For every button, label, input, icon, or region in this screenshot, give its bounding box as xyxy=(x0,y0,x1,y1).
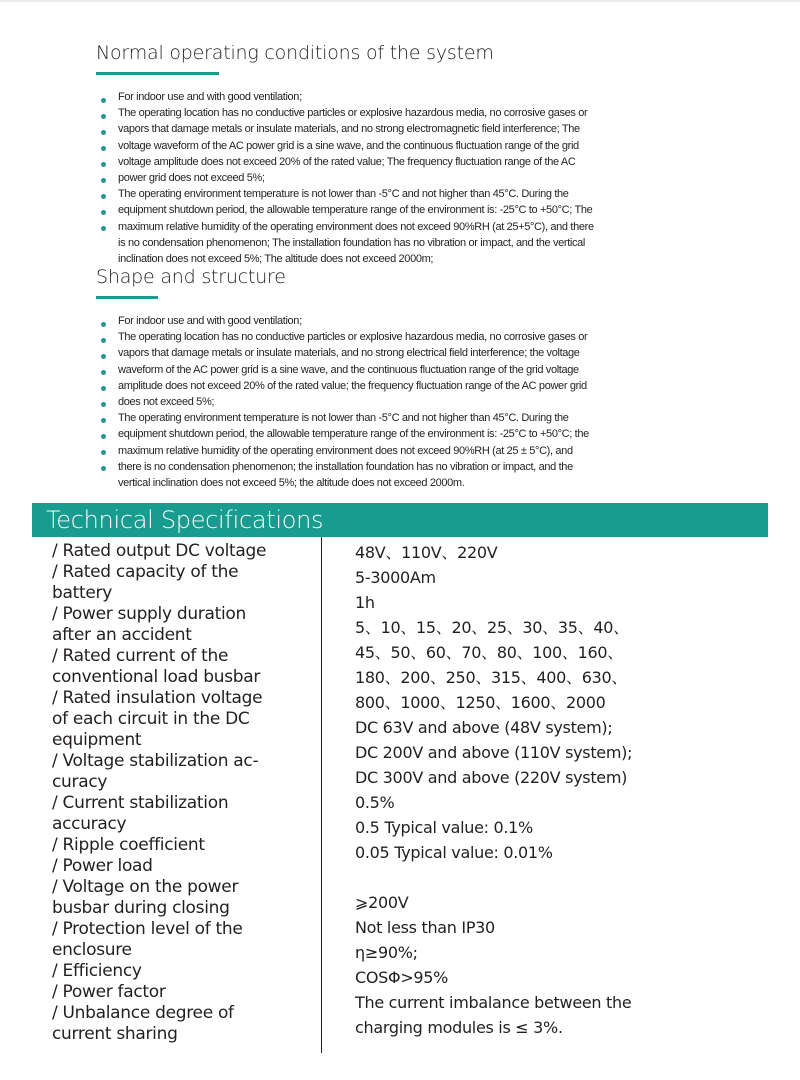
bullet-icon xyxy=(101,130,106,135)
section-body xyxy=(118,89,678,267)
spec-value: 0.5% xyxy=(355,793,395,812)
body-line: there is no condensation phenomenon; the installation foundation has no vibration or impact, and the xyxy=(118,460,573,473)
section-operating-conditions xyxy=(96,41,696,267)
body-line: maximum relative humidity of the operating environment does not exceed 90%RH (at 25+5°C), and there xyxy=(118,220,594,233)
spec-label: / Unbalance degree of xyxy=(52,1003,234,1023)
spec-label: equipment xyxy=(52,730,142,750)
tech-specs-header-bar xyxy=(32,503,768,537)
bullet-icon xyxy=(101,370,106,375)
bullet-icon xyxy=(101,226,106,231)
body-line: equipment shutdown period, the allowable temperature range of the environment is: -25°C to +50°C; the xyxy=(118,428,589,441)
body-line: voltage waveform of the AC power grid is a sine wave, and the continuous fluctuation range of the grid xyxy=(118,139,579,152)
section-title-underline xyxy=(96,72,219,75)
body-line: power grid does not exceed 5%; xyxy=(118,172,265,185)
spec-value: η≥90%; xyxy=(355,943,418,962)
spec-label: / Power factor xyxy=(52,982,166,1002)
spec-label: after an accident xyxy=(52,625,192,645)
bullet-icon xyxy=(101,98,106,103)
spec-value xyxy=(355,865,775,890)
spec-label: / Voltage stabilization ac- xyxy=(52,751,259,771)
bullet-icon xyxy=(101,354,106,359)
bullet-icon xyxy=(101,178,106,183)
spec-value: The current imbalance between the xyxy=(355,993,632,1012)
spec-label: / Rated current of the xyxy=(52,646,229,666)
spec-label: enclosure xyxy=(52,940,132,960)
bullet-icon xyxy=(101,162,106,167)
body-line: waveform of the AC power grid is a sine wave, and the continuous fluctuation range of the grid voltage xyxy=(118,363,579,376)
section-title: Normal operating conditions of the system xyxy=(96,42,494,64)
spec-value: 0.5 Typical value: 0.1% xyxy=(355,818,533,837)
bullet-icon xyxy=(101,402,106,407)
bullet-icon xyxy=(101,146,106,151)
spec-label: / Power supply duration xyxy=(52,604,246,624)
body-line: does not exceed 5%; xyxy=(118,396,215,409)
spec-label: / Protection level of the xyxy=(52,919,243,939)
bullet-icon xyxy=(101,194,106,199)
tech-specs-title: Technical Specifications xyxy=(46,506,324,534)
section-body xyxy=(118,313,678,491)
spec-label: / Ripple coefficient xyxy=(52,835,205,855)
spec-label: / Rated capacity of the xyxy=(52,562,239,582)
spec-value: DC 200V and above (110V system); xyxy=(355,743,633,762)
body-line: vapors that damage metals or insulate materials, and no strong electromagnetic field interference; The xyxy=(118,123,580,136)
bullet-icon xyxy=(101,434,106,439)
spec-value: charging modules is ≤ 3%. xyxy=(355,1018,563,1037)
body-line: inclination does not exceed 5%; The altitude does not exceed 2000m; xyxy=(118,253,434,266)
bullet-icon xyxy=(101,210,106,215)
body-line: amplitude does not exceed 20% of the rated value; the frequency fluctuation range of the AC power grid xyxy=(118,379,587,392)
body-line: For indoor use and with good ventilation; xyxy=(118,91,302,103)
body-line: The operating environment temperature is not lower than -5°C and not higher than 45°C. During the xyxy=(118,188,569,201)
bullet-icon xyxy=(101,338,106,343)
spec-label: / Efficiency xyxy=(52,961,142,981)
top-border-line xyxy=(0,0,800,2)
spec-value: 1h xyxy=(355,593,375,612)
spec-value: 48V、110V、220V xyxy=(355,543,498,562)
body-line: vapors that damage metals or insulate materials, and no strong electrical field interference; the voltage xyxy=(118,347,580,360)
body-line: is no condensation phenomenon; The installation foundation has no vibration or impact, and the vertical xyxy=(118,236,586,249)
spec-label: battery xyxy=(52,583,112,603)
spec-column-divider xyxy=(321,537,322,1053)
spec-value: COSΦ>95% xyxy=(355,968,449,987)
spec-labels-column xyxy=(52,541,312,1045)
spec-value: ⩾200V xyxy=(355,893,409,912)
body-line: vertical inclination does not exceed 5%; the altitude does not exceed 2000m. xyxy=(118,477,465,490)
spec-label: curacy xyxy=(52,772,108,792)
spec-label: conventional load busbar xyxy=(52,667,261,687)
spec-value: 800、1000、1250、1600、2000 xyxy=(355,693,606,712)
spec-label: / Rated insulation voltage xyxy=(52,688,263,708)
spec-value: 180、200、250、315、400、630、 xyxy=(355,668,628,687)
spec-label: / Rated output DC voltage xyxy=(52,541,267,561)
spec-label: current sharing xyxy=(52,1024,178,1044)
body-line: For indoor use and with good ventilation; xyxy=(118,315,302,327)
spec-value: 5、10、15、20、25、30、35、40、 xyxy=(355,618,629,637)
bullet-icon xyxy=(101,450,106,455)
spec-value: 0.05 Typical value: 0.01% xyxy=(355,843,553,862)
bullet-icon xyxy=(101,322,106,327)
body-line: equipment shutdown period, the allowable temperature range of the environment is: -25°C to +50°C; The xyxy=(118,204,593,217)
body-line: The operating location has no conductive particles or explosive hazardous media, no corrosive gases or xyxy=(118,331,588,344)
bullet-icon xyxy=(101,418,106,423)
section-title-underline xyxy=(96,296,158,299)
spec-value: 45、50、60、70、80、100、160、 xyxy=(355,643,623,662)
body-line: The operating environment temperature is not lower than -5°C and not higher than 45°C. During the xyxy=(118,412,569,425)
spec-label: accuracy xyxy=(52,814,127,834)
spec-label: / Current stabilization xyxy=(52,793,229,813)
spec-values-column xyxy=(355,540,775,1040)
body-line: voltage amplitude does not exceed 20% of the rated value; The frequency fluctuation range of the AC xyxy=(118,155,576,168)
bullet-icon xyxy=(101,466,106,471)
spec-value: DC 63V and above (48V system); xyxy=(355,718,613,737)
body-line: The operating location has no conductive particles or explosive hazardous media, no corrosive gases or xyxy=(118,107,588,120)
section-shape-structure xyxy=(96,265,696,491)
spec-value: Not less than IP30 xyxy=(355,918,495,937)
spec-label: / Voltage on the power xyxy=(52,877,239,897)
spec-value: 5-3000Am xyxy=(355,568,436,587)
bullet-icon xyxy=(101,386,106,391)
spec-label: busbar during closing xyxy=(52,898,230,918)
bullet-icon xyxy=(101,114,106,119)
body-line: maximum relative humidity of the operating environment does not exceed 90%RH (at 25 ± 5°C), and xyxy=(118,444,573,457)
spec-label: of each circuit in the DC xyxy=(52,709,250,729)
spec-value: DC 300V and above (220V system) xyxy=(355,768,628,787)
section-title: Shape and structure xyxy=(96,266,286,288)
spec-label: / Power load xyxy=(52,856,153,876)
